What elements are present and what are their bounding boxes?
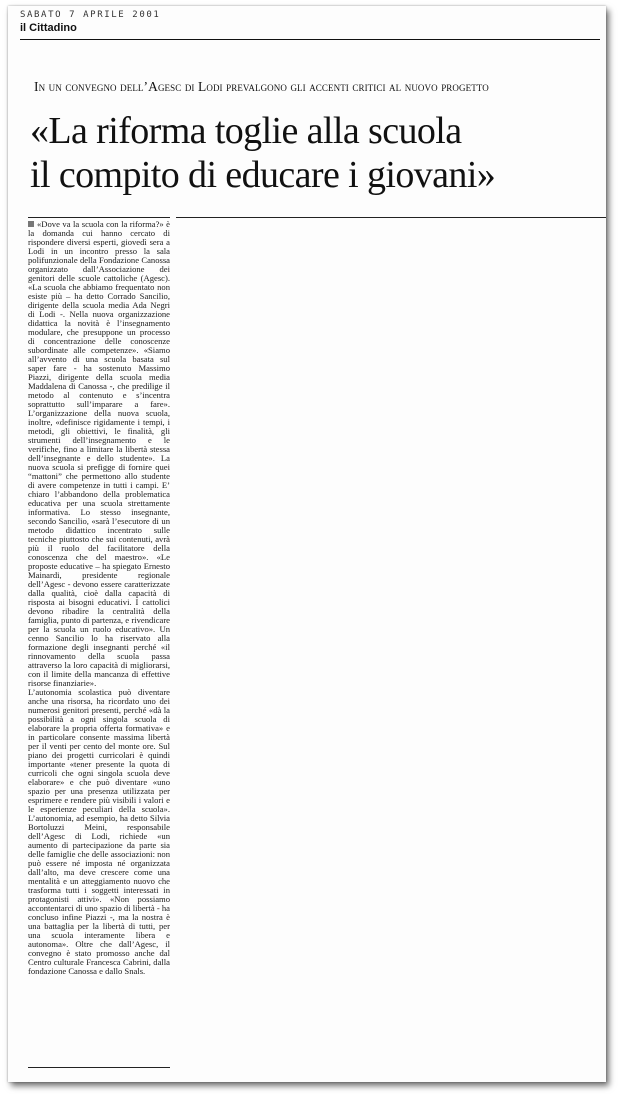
dateline: SABATO 7 APRILE 2001: [20, 10, 161, 20]
article-headline: [30, 109, 495, 197]
column-bottom-rule: [28, 1067, 170, 1068]
newspaper-name: il Cittadino: [20, 22, 77, 34]
headline-underline-rule: [176, 217, 606, 218]
newspaper-clipping: [8, 6, 606, 1082]
headline-line-2: il compito di educare i giovani»: [30, 154, 496, 196]
article-kicker: In un convegno dell’Agesc di Lodi prevalgono gli accenti critici al nuovo progetto: [34, 79, 489, 94]
header-rule: [20, 39, 600, 40]
square-bullet-icon: [28, 221, 34, 227]
article-paragraph-2: L’autonomia scolastica può diventare anche una risorsa, ha ricordato uno dei numerosi genitori presenti, perché «dà la possibilità a ogni singola scuola di elaborare la propria offerta formativa» e in particolare consente massima libertà per il venti per cento del monte ore. Sul piano dei progetti curricolari è quindi importante «tener presente la quota di curricoli che ogni singola scuola deve elaborare» e che può diventare «uno spazio per una presenza utilizzata per esprimere e rendere più visibili i valori e le esperienze peculiari della scuola». L’autonomia, ad esempio, ha detto Silvia Bortoluzzi Meini, responsabile dell’Agesc di Lodi, richiede «un aumento di partecipazione da parte sia delle famiglie che delle associazioni: non può essere né imposta né organizzata dall’alto, ma deve crescere come una mentalità e un atteggiamento nuovo che trasforma tutti i soggetti interessati in protagonisti attivi». «Non possiamo accontentarci di uno spazio di libertà - ha concluso infine Piazzi -, ma la nostra è una battaglia per la libertà di tutti, per una scuola interamente libera e autonoma». Oltre che dall’Agesc, il convegno è stato promosso anche dal Centro culturale Francesca Cabrini, dalla fondazione Canossa e dallo Snals.: [28, 687, 170, 976]
article-body: [28, 220, 170, 976]
article-paragraph-1: [28, 220, 170, 688]
headline-line-1: «La riforma toglie alla scuola: [30, 110, 462, 152]
paragraph-1-text: «Dove va la scuola con la riforma?» è la domanda cui hanno cercato di rispondere diversi esperti, giovedì sera a Lodi in un incontro presso la sala polifunzionale della Fondazione Canossa organizzato dall’Associazione dei genitori delle scuole cattoliche (Agesc). «La scuola che abbiamo frequentato non esiste più – ha detto Corrado Sancilio, dirigente della scuola media Ada Negri di Lodi -. Nella nuova organizzazione didattica la novità è l’insegnamento modulare, che presuppone un processo di concentrazione delle conoscenze subordinate alle competenze». «Siamo all’avvento di una scuola basata sul saper fare - ha sostenuto Massimo Piazzi, dirigente della scuola media Maddalena di Canossa -, che predilige il metodo al contenuto e s’incentra soprattutto sull’imparare a fare». L’organizzazione della nuova scuola, inoltre, «definisce rigidamente i tempi, i metodi, gli obiettivi, le finalità, gli strumenti dell’insegnamento e le verifiche, fino a limitare la libertà stessa dell’insegnante e dello studente». La nuova scuola si prefigge di fornire quei “mattoni” che permettono allo studente di avere competenze in tutti i campi. E’ chiaro l’abbandono della problematica educativa per una scuola strettamente informativa. Lo stesso insegnante, secondo Sancilio, «sarà l’esecutore di un metodo didattico incentrato sulle tecniche piuttosto che sui contenuti, avrà più il ruolo del facilitatore della conoscenza che del maestro». «Le proposte educative – ha spiegato Ernesto Mainardi, presidente regionale dell’Agesc - devono essere caratterizzate dalla qualità, cioè dalla capacità di risposta ai bisogni educativi. I cattolici devono ribadire la centralità della famiglia, punto di partenza, e rivendicare per la scuola un ruolo educativo». Un cenno Sancilio lo ha riservato alla formazione degli insegnanti perché «il rinnovamento della scuola passa attraverso la loro capacità di migliorarsi, con il limite della mancanza di effettive risorse finanziarie».: [28, 219, 170, 688]
column-top-rule: [28, 217, 170, 218]
